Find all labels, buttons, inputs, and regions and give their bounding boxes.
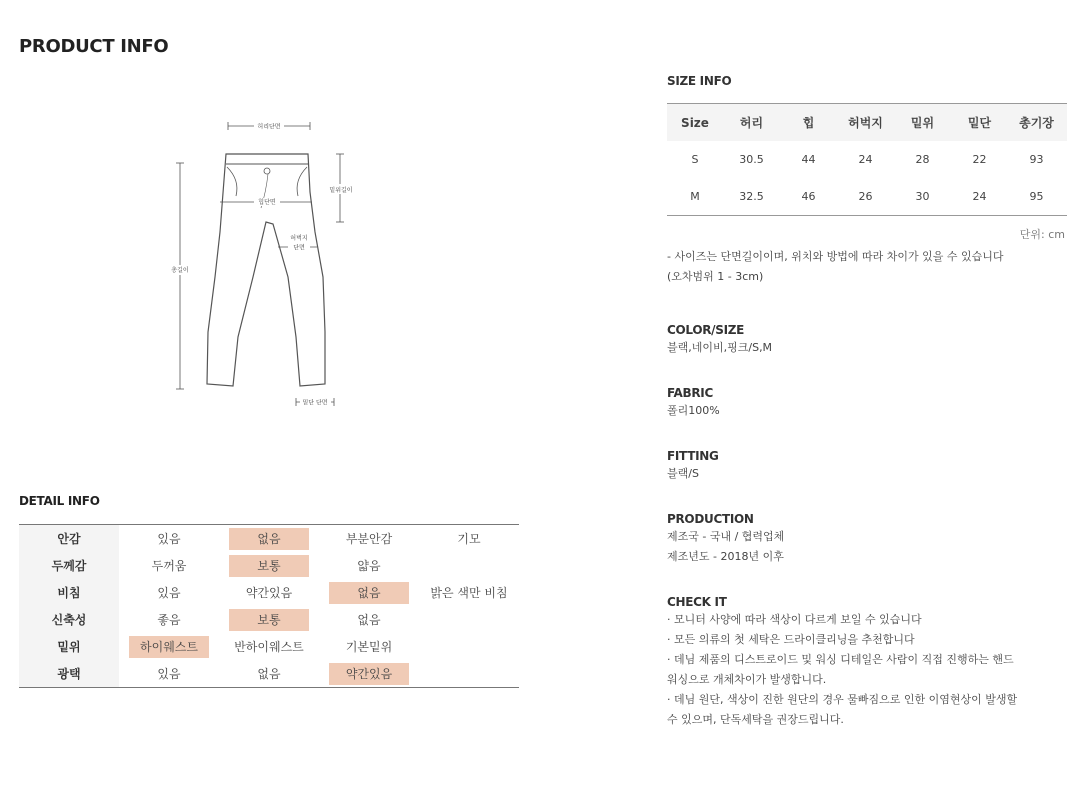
detail-option: 부분안감 <box>345 532 393 546</box>
check-it-line: 수 있으며, 단독세탁을 권장드립니다. <box>667 713 844 726</box>
size-header-cell: 힙 <box>802 116 815 130</box>
detail-row <box>19 579 519 606</box>
detail-option <box>429 609 509 631</box>
size-cell: 30 <box>915 190 930 203</box>
size-cell: 22 <box>972 153 987 166</box>
detail-option-selected: 없음 <box>229 528 309 550</box>
detail-label: 비침 <box>19 579 119 606</box>
length-label: 총길이 <box>171 267 189 274</box>
size-cell: 30.5 <box>739 153 764 166</box>
size-notice-line: - 사이즈는 단면길이이며, 위치와 방법에 따라 차이가 있을 수 있습니다 <box>667 250 1004 263</box>
detail-option <box>429 555 509 577</box>
detail-info-table <box>19 524 519 688</box>
detail-row <box>19 660 519 687</box>
detail-option: 기모 <box>457 532 481 546</box>
size-info-title: SIZE INFO <box>667 74 732 88</box>
size-table-header <box>667 104 1067 141</box>
detail-row <box>19 552 519 579</box>
size-row <box>667 178 1067 215</box>
fabric-title: FABRIC <box>667 386 713 400</box>
detail-info-title: DETAIL INFO <box>19 494 100 508</box>
check-it-title: CHECK IT <box>667 595 727 609</box>
detail-option <box>429 636 509 658</box>
detail-option: 있음 <box>157 586 181 600</box>
size-cell: 44 <box>801 153 816 166</box>
check-it-line: · 데님 원단, 색상이 진한 원단의 경우 물빠짐으로 인한 이염현상이 발생할 <box>667 693 1018 706</box>
check-it-line: 워싱으로 개체차이가 발생합니다. <box>667 673 827 686</box>
detail-option: 좋음 <box>157 613 181 627</box>
detail-option: 있음 <box>157 667 181 681</box>
size-cell: 95 <box>1029 190 1044 203</box>
detail-label: 신축성 <box>19 606 119 633</box>
fitting-title: FITTING <box>667 449 719 463</box>
size-cell: M <box>690 190 700 203</box>
size-header-cell: 허리 <box>739 116 764 130</box>
detail-option: 기본밑위 <box>345 640 393 654</box>
size-header-cell: Size <box>681 115 709 130</box>
size-header-cell: 밑위 <box>910 116 935 130</box>
thigh-label-2: 단면 <box>293 244 305 252</box>
detail-option <box>429 663 509 685</box>
fabric-value: 폴리100% <box>667 404 720 417</box>
pants-diagram-svg <box>160 112 380 412</box>
detail-label: 두께감 <box>19 552 119 579</box>
detail-option-selected: 보통 <box>229 555 309 577</box>
size-header-cell: 총기장 <box>1019 116 1054 130</box>
production-section <box>667 512 1067 567</box>
size-cell: 24 <box>972 190 987 203</box>
hem-label: 밑단 단면 <box>302 399 328 407</box>
check-it-line: · 모니터 사양에 따라 색상이 다르게 보일 수 있습니다 <box>667 613 922 626</box>
color-size-section <box>667 323 1067 358</box>
detail-option: 두꺼움 <box>151 559 187 573</box>
unit-label: 단위: cm <box>1019 228 1065 241</box>
size-cell: 26 <box>858 190 873 203</box>
detail-label: 안감 <box>19 525 119 552</box>
size-cell: S <box>691 153 699 166</box>
detail-option-selected: 약간있음 <box>329 663 409 685</box>
size-notice <box>667 247 1067 287</box>
detail-option: 있음 <box>157 532 181 546</box>
detail-option: 얇음 <box>357 559 381 573</box>
check-it-line: · 데님 제품의 디스트로이드 및 워싱 디테일은 사람이 직접 진행하는 핸드 <box>667 653 1014 666</box>
detail-option-selected: 없음 <box>329 582 409 604</box>
production-line: 제조국 - 국내 / 협력업체 <box>667 530 785 543</box>
size-row <box>667 141 1067 178</box>
info-column <box>667 74 1067 730</box>
size-cell: 93 <box>1029 153 1044 166</box>
thigh-label-1: 허벅지 <box>290 235 308 242</box>
size-cell: 24 <box>858 153 873 166</box>
detail-row <box>19 633 519 660</box>
production-line: 제조년도 - 2018년 이후 <box>667 550 784 563</box>
size-notice-line: (오차범위 1 - 3cm) <box>667 270 764 283</box>
detail-option-selected: 보통 <box>229 609 309 631</box>
fitting-section <box>667 449 1067 484</box>
pants-diagram <box>160 112 380 412</box>
detail-option: 반하이웨스트 <box>234 640 304 654</box>
size-header-cell: 밑단 <box>967 116 992 130</box>
detail-option: 약간있음 <box>245 586 293 600</box>
fabric-section <box>667 386 1067 421</box>
page-title: PRODUCT INFO <box>19 36 169 57</box>
color-size-value: 블랙,네이비,핑크/S,M <box>667 341 773 354</box>
detail-label: 밑위 <box>19 633 119 660</box>
size-cell: 32.5 <box>739 190 764 203</box>
rise-label: 밑위길이 <box>329 187 353 194</box>
detail-option: 없음 <box>257 667 281 681</box>
size-cell: 46 <box>801 190 816 203</box>
size-cell: 28 <box>915 153 930 166</box>
check-it-section <box>667 595 1067 730</box>
waist-label: 허리단면 <box>257 123 281 131</box>
detail-row <box>19 525 519 552</box>
detail-row <box>19 606 519 633</box>
color-size-title: COLOR/SIZE <box>667 323 745 337</box>
hip-label: 힙단면 <box>258 199 276 206</box>
production-title: PRODUCTION <box>667 512 754 526</box>
detail-option: 없음 <box>357 613 381 627</box>
size-table <box>667 103 1067 216</box>
check-it-line: · 모든 의류의 첫 세탁은 드라이클리닝을 추천합니다 <box>667 633 915 646</box>
fitting-value: 블랙/S <box>667 467 699 480</box>
detail-option: 밝은 색만 비침 <box>430 586 508 600</box>
detail-label: 광택 <box>19 660 119 687</box>
size-header-cell: 허벅지 <box>848 116 883 130</box>
detail-option-selected: 하이웨스트 <box>129 636 209 658</box>
